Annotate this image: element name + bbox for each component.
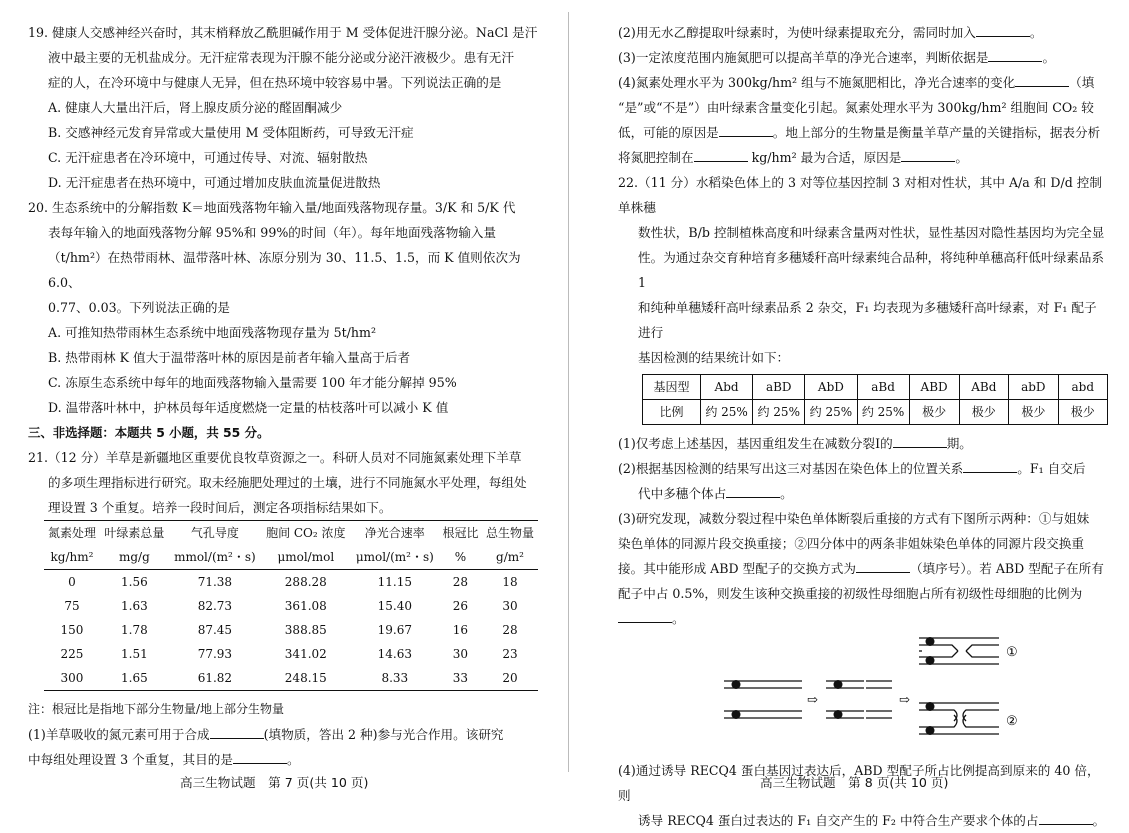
table-cell: 8.33 bbox=[351, 666, 439, 691]
table-cell: ABd bbox=[959, 375, 1009, 400]
answer-blank bbox=[901, 149, 955, 162]
q22-part-3-line-5 bbox=[618, 606, 1108, 631]
q21-p4-text-e: 。地上部分的生物量是衡量羊草产量的关键指标，据表分析 bbox=[772, 125, 1101, 140]
q22-stem-line-4: 和纯种单穗矮秆高叶绿素品系 2 杂交，F₁ 均表现为多穗矮秆高叶绿素，对 F₁ 配子进行 bbox=[638, 300, 1097, 340]
answer-blank bbox=[963, 460, 1017, 473]
right-page bbox=[618, 20, 1108, 833]
q20-stem-line-2: 表每年输入的地面残落物分解 95%和 99%的时间（年）。每年地面残落物输入量 bbox=[48, 225, 497, 240]
q22-p3-text-c: 接。其中能形成 ABD 型配子的交换方式为 bbox=[618, 561, 856, 576]
table-unit-cell: g/m² bbox=[482, 545, 538, 570]
table-cell: 388.85 bbox=[284, 623, 327, 637]
q22-part-3-line-2: 染色单体的同源片段交换重接；②四分体中的两条非姐妹染色单体的同源片段交换重 bbox=[618, 536, 1084, 551]
q21-part-3 bbox=[618, 45, 1108, 70]
q22-p2-text: (2)根据基因检测的结果写出这三对基因在染色体上的位置关系 bbox=[618, 461, 964, 476]
q21-part-2 bbox=[618, 20, 1108, 45]
q21-stem-line-3: 理设置 3 个重复。培养一段时间后，测定各项指标结果如下。 bbox=[48, 500, 392, 515]
table-cell: 约 25% bbox=[753, 400, 805, 425]
q21-part-1 bbox=[28, 722, 538, 747]
table-row bbox=[44, 618, 538, 642]
q21-p4-text-f: 将氮肥控制在 bbox=[618, 150, 694, 165]
table-cell: 0 bbox=[68, 575, 76, 589]
table-cell: abD bbox=[1009, 375, 1058, 400]
q22-p2-text-c: 代中多穗个体占 bbox=[638, 486, 727, 501]
table-header-cell: 根冠比 bbox=[439, 521, 482, 546]
table-cell: 19.67 bbox=[377, 623, 412, 637]
answer-blank bbox=[618, 610, 672, 623]
q22-part-2 bbox=[618, 456, 1108, 481]
question-21 bbox=[28, 445, 538, 772]
figure-label-2: ② bbox=[1006, 714, 1018, 729]
answer-blank bbox=[719, 124, 773, 137]
table-cell: 极少 bbox=[1058, 400, 1107, 425]
table-cell: abd bbox=[1058, 375, 1107, 400]
q20-stem-line-1: 20. 生态系统中的分解指数 K＝地面残落物年输入量/地面残落物现存量。3/K 和 5/K 代 bbox=[28, 200, 516, 215]
table-cell: 1.56 bbox=[121, 575, 148, 589]
table-cell: 约 25% bbox=[700, 400, 752, 425]
q19-option-d: D. 无汗症患者在热环境中，可通过增加皮肤血流量促进散热 bbox=[48, 175, 381, 190]
q22-p1-text: (1)仅考虑上述基因，基因重组发生在减数分裂Ⅰ的 bbox=[618, 436, 893, 451]
table-cell: AbD bbox=[805, 375, 857, 400]
q21-p3-text: (3)一定浓度范围内施氮肥可以提高羊草的净光合速率，判断依据是 bbox=[618, 50, 989, 65]
table-cell: 约 25% bbox=[857, 400, 909, 425]
q19-stem-line-3: 症的人，在冷环境中与健康人无异，但在热环境中较容易中暑。下列说法正确的是 bbox=[48, 75, 502, 90]
table-cell: ABD bbox=[909, 375, 959, 400]
table-cell: 300 bbox=[44, 666, 100, 691]
table-cell: Abd bbox=[700, 375, 752, 400]
answer-blank bbox=[988, 49, 1042, 62]
q21-continued bbox=[618, 20, 1108, 170]
table-cell: 341.02 bbox=[284, 647, 327, 661]
table-cell: 82.73 bbox=[197, 599, 233, 613]
table-cell: 1.65 bbox=[100, 666, 169, 691]
answer-blank bbox=[1039, 812, 1093, 825]
q22-stem-line-2: 数性状，B/b 控制植株高度和叶绿素含量两对性状，显性基因对隐性基因均为完全显 bbox=[638, 225, 1105, 240]
crossover-diagram bbox=[714, 633, 1129, 758]
question-19 bbox=[28, 20, 538, 195]
q19-stem-line-1: 19. 健康人交感神经兴奋时，其末梢释放乙酰胆碱作用于 M 受体促进汗腺分泌。NaCl 是汗 bbox=[28, 25, 538, 40]
q21-p1-text-a: (1)羊草吸收的氮元素可用于合成 bbox=[28, 727, 210, 742]
figure-label-1: ① bbox=[1006, 645, 1018, 660]
q22-p4-end: 。 bbox=[1092, 813, 1106, 828]
q21-part-4 bbox=[618, 70, 1108, 95]
table-cell: 15.40 bbox=[377, 599, 412, 613]
table-cell: 75 bbox=[64, 599, 80, 613]
table-cell: 23 bbox=[502, 647, 518, 661]
table-row bbox=[44, 642, 538, 666]
q22-part-1 bbox=[618, 431, 1108, 456]
left-page bbox=[28, 20, 538, 772]
q21-part-4-line-4 bbox=[618, 145, 1108, 170]
table-cell: 28 bbox=[452, 575, 469, 589]
answer-blank bbox=[233, 751, 287, 764]
section-3-heading: 三、非选择题：本题共 5 小题，共 55 分。 bbox=[28, 425, 270, 440]
arrow-icon: ⇨ bbox=[899, 693, 910, 708]
q21-p1-text-c: 中每组处理设置 3 个重复，其目的是 bbox=[28, 752, 233, 767]
table-unit-cell: μmol/(m²・s) bbox=[351, 545, 439, 570]
table-cell: 极少 bbox=[959, 400, 1009, 425]
table-header-cell: 总生物量 bbox=[482, 521, 538, 546]
q20-stem-line-3: （t/hm²）在热带雨林、温带落叶林、冻原分别为 30、11.5、1.5，而 K 值则依次为 6.0、 bbox=[48, 250, 521, 290]
table-cell: 1.78 bbox=[121, 623, 148, 637]
table-unit-row bbox=[44, 545, 538, 570]
answer-blank bbox=[210, 726, 264, 739]
table-cell: 87.45 bbox=[197, 623, 233, 637]
table-row bbox=[44, 594, 538, 618]
q20-option-c: C. 冻原生态系统中每年的地面残落物输入量需要 100 年才能分解掉 95% bbox=[48, 375, 457, 390]
table-cell: 361.08 bbox=[284, 599, 327, 613]
table-row bbox=[44, 666, 538, 691]
table-cell: 极少 bbox=[1009, 400, 1058, 425]
q22-p3-end: 。 bbox=[672, 611, 685, 626]
q22-p1-end: 期。 bbox=[946, 436, 972, 451]
q22-part-4-line-2 bbox=[618, 808, 1108, 833]
q21-p4-text-a: (4)氮素处理水平为 300kg/hm² 组与不施氮肥相比，净光合速率的变化 bbox=[618, 75, 1016, 90]
table-cell: 20 bbox=[482, 666, 538, 691]
table-cell: 14.63 bbox=[377, 647, 412, 661]
answer-blank bbox=[856, 560, 910, 573]
q21-p2-end: 。 bbox=[1029, 25, 1043, 40]
q21-stem-line-2: 的多项生理指标进行研究。取未经施肥处理过的土壤，进行不同施氮水平处理，每组处 bbox=[48, 475, 527, 490]
q21-p4-text-g: kg/hm² 最为合适，原因是 bbox=[751, 150, 902, 165]
table-unit-cell: % bbox=[439, 545, 482, 570]
q21-part-1-cont bbox=[28, 747, 538, 772]
table-cell: 30 bbox=[452, 647, 469, 661]
table-cell: 26 bbox=[452, 599, 469, 613]
q19-stem-line-2: 液中最主要的无机盐成分。无汗症常表现为汗腺不能分泌或分泌汗液极少。患有无汗 bbox=[48, 50, 514, 65]
q20-stem-line-4: 0.77、0.03。下列说法正确的是 bbox=[48, 300, 231, 315]
q21-p4-text-b: （填 bbox=[1069, 75, 1095, 90]
q21-p3-end: 。 bbox=[1042, 50, 1056, 65]
table-cell: 77.93 bbox=[197, 647, 233, 661]
table-cell: 16 bbox=[452, 623, 469, 637]
table-cell: aBD bbox=[753, 375, 805, 400]
q19-option-c: C. 无汗症患者在冷环境中，可通过传导、对流、辐射散热 bbox=[48, 150, 368, 165]
table-cell: 18 bbox=[502, 575, 518, 589]
answer-blank bbox=[726, 485, 780, 498]
q22-part-3-line-4: 配子中占 0.5%，则发生该种交换重接的初级性母细胞占所有初级性母细胞的比例为 bbox=[618, 586, 1083, 601]
table-cell: 1.63 bbox=[121, 599, 148, 613]
table-unit-cell: mmol/(m²・s) bbox=[169, 545, 261, 570]
q21-p1-text-b: (填物质，答出 2 种)参与光合作用。该研究 bbox=[263, 727, 504, 742]
gamete-genotype-table bbox=[642, 374, 1108, 425]
table-cell: 比例 bbox=[643, 400, 701, 425]
question-22 bbox=[618, 170, 1108, 833]
q22-stem-line-5: 基因检测的结果统计如下： bbox=[638, 350, 790, 365]
genotype-row bbox=[643, 375, 1108, 400]
q22-p2-text-b: 。F₁ 自交后 bbox=[1017, 461, 1086, 476]
q21-p4-text-h: 。 bbox=[955, 150, 968, 165]
table-header-cell: 胞间 CO₂ 浓度 bbox=[261, 521, 351, 546]
table-header-cell: 净光合速率 bbox=[351, 521, 439, 546]
table-cell: 极少 bbox=[909, 400, 959, 425]
table-cell: 约 25% bbox=[805, 400, 857, 425]
q22-part-4-line-1: (4)通过诱导 RECQ4 蛋白基因过表达后，ABD 型配子所占比例提高到原来的 40 倍，则 bbox=[618, 763, 1100, 803]
table-cell: 225 bbox=[60, 647, 84, 661]
table-cell: 33 bbox=[439, 666, 482, 691]
q21-p2-text: (2)用无水乙醇提取叶绿素时，为使叶绿素提取充分，需同时加入 bbox=[618, 25, 976, 40]
q22-stem-line-3: 性。为通过杂交育种培育多穗矮秆高叶绿素纯合品种，将纯种单穗高秆低叶绿素品系 1 bbox=[638, 250, 1104, 290]
table-header-cell: 气孔导度 bbox=[169, 521, 261, 546]
table-header-row bbox=[44, 521, 538, 546]
table-header-cell: 氮素处理 bbox=[44, 521, 100, 546]
table-row bbox=[44, 570, 538, 595]
answer-blank bbox=[1015, 74, 1069, 87]
q20-option-a: A. 可推知热带雨林生态系统中地面残落物现存量为 5t/hm² bbox=[48, 325, 376, 340]
page-divider bbox=[568, 12, 569, 772]
q21-part-4-line-2: “是”或“不是”）由叶绿素含量变化引起。氮素处理水平为 300kg/hm² 组胞间 CO₂ 较 bbox=[618, 100, 1094, 115]
q22-part-3-line-1: (3)研究发现，减数分裂过程中染色单体断裂后重接的方式有下图所示两种：①与姐妹 bbox=[618, 511, 1090, 526]
q22-p3-text-d: （填序号）。若 ABD 型配子在所有 bbox=[909, 561, 1104, 576]
table-cell: 基因型 bbox=[643, 375, 701, 400]
table-cell: 248.15 bbox=[261, 666, 351, 691]
q20-option-d: D. 温带落叶林中，护林员每年适度燃烧一定量的枯枝落叶可以减小 K 值 bbox=[48, 400, 449, 415]
footer-page-7: 高三生物试题 第 7 页(共 10 页) bbox=[180, 775, 369, 790]
q19-option-a: A. 健康人大量出汗后，肾上腺皮质分泌的醛固酮减少 bbox=[48, 100, 343, 115]
q22-p4-text-b: 诱导 RECQ4 蛋白过表达的 F₁ 自交产生的 F₂ 中符合生产要求个体的占 bbox=[638, 813, 1039, 828]
table-cell: 1.51 bbox=[121, 647, 148, 661]
q20-option-b: B. 热带雨林 K 值大于温带落叶林的原因是前者年输入量高于后者 bbox=[48, 350, 411, 365]
table-cell: 150 bbox=[60, 623, 84, 637]
q21-p4-text-d: 低，可能的原因是 bbox=[618, 125, 719, 140]
answer-blank bbox=[694, 149, 748, 162]
q22-part-2-cont bbox=[618, 481, 1108, 506]
q22-stem-line-1: 22.（11 分）水稻染色体上的 3 对等位基因控制 3 对相对性状，其中 A/a 和 D/d 控制单株穗 bbox=[618, 175, 1102, 215]
table-unit-cell: μmol/mol bbox=[261, 545, 351, 570]
nitrogen-data-table bbox=[44, 520, 538, 691]
table-unit-cell: kg/hm² bbox=[44, 545, 100, 570]
table-cell: 71.38 bbox=[197, 575, 233, 589]
answer-blank bbox=[976, 24, 1030, 37]
table-unit-cell: mg/g bbox=[100, 545, 169, 570]
table-cell: 30 bbox=[502, 599, 518, 613]
question-20 bbox=[28, 195, 538, 420]
table-cell: 61.82 bbox=[169, 666, 261, 691]
answer-blank bbox=[893, 435, 947, 448]
arrow-icon: ⇨ bbox=[807, 693, 818, 708]
table-header-cell: 叶绿素总量 bbox=[100, 521, 169, 546]
table-cell: 28 bbox=[502, 623, 518, 637]
q21-stem-line-1: 21.（12 分）羊草是新疆地区重要优良牧草资源之一。科研人员对不同施氮素处理下羊草 bbox=[28, 450, 522, 465]
table-cell: 288.28 bbox=[284, 575, 327, 589]
table-note: 注：根冠比是指地下部分生物量/地上部分生物量 bbox=[28, 702, 285, 716]
q21-part-4-line-3 bbox=[618, 120, 1108, 145]
q19-option-b: B. 交感神经元发育异常或大量使用 M 受体阻断药，可导致无汗症 bbox=[48, 125, 414, 140]
ratio-row bbox=[643, 400, 1108, 425]
table-cell: 11.15 bbox=[377, 575, 412, 589]
table-cell: aBd bbox=[857, 375, 909, 400]
q22-part-3-line-3 bbox=[618, 556, 1108, 581]
footer-page-8: 高三生物试题 第 8 页(共 10 页) bbox=[760, 775, 949, 790]
q21-p1-text-d: 。 bbox=[286, 752, 300, 767]
q22-p2-end: 。 bbox=[780, 486, 793, 501]
